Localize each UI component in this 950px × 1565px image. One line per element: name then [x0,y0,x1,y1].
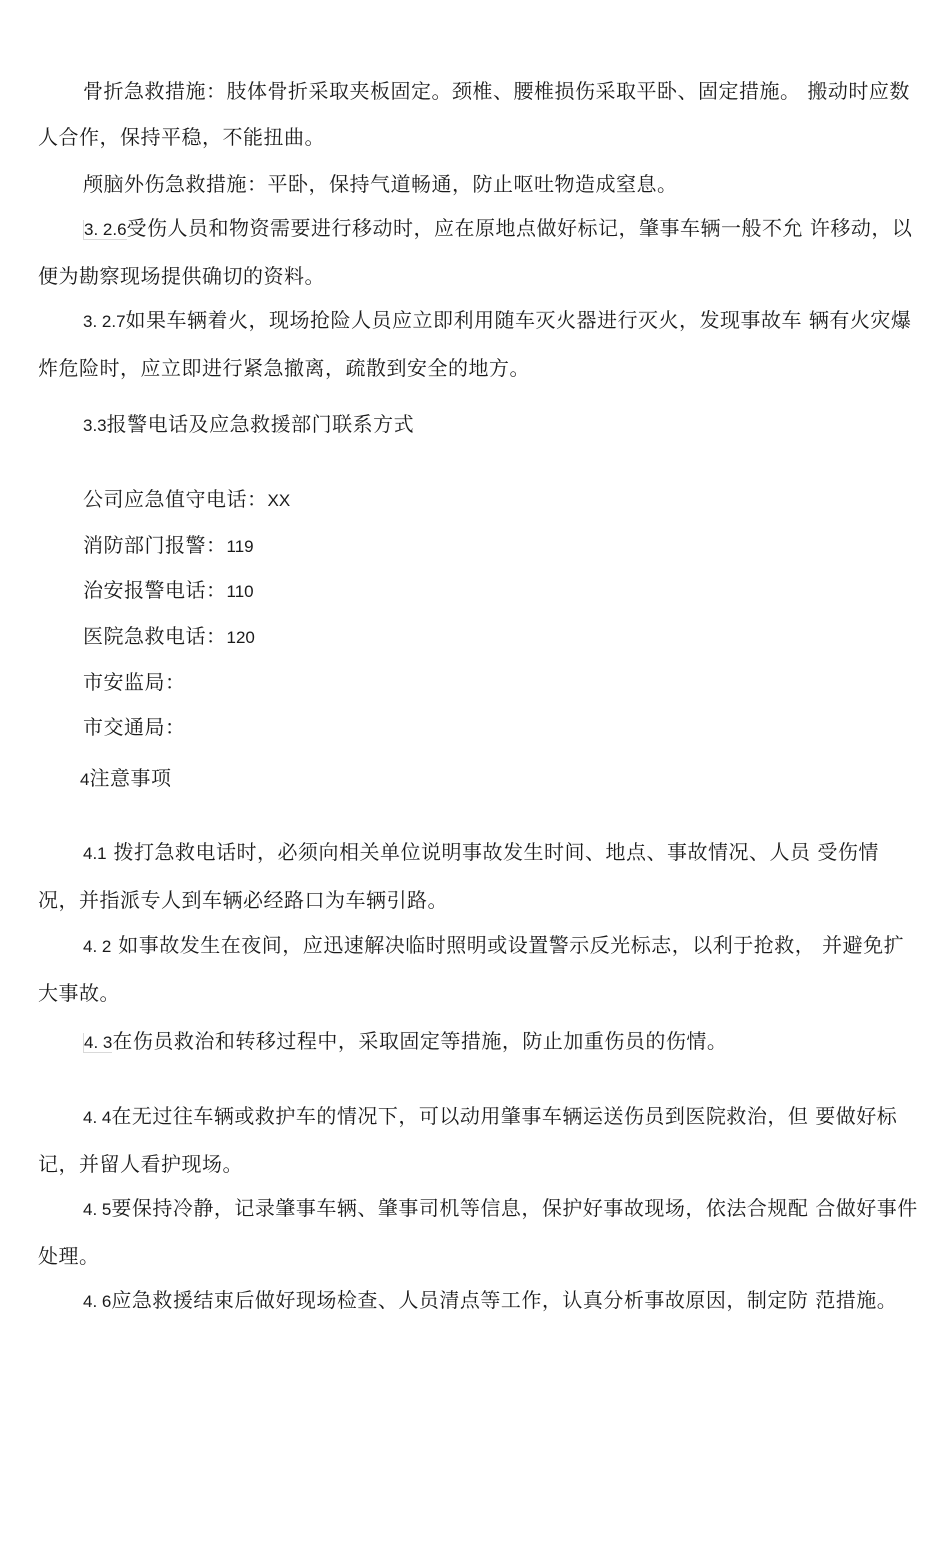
note-number: 4. 3 [84,1033,113,1052]
head-injury-text: 颅脑外伤急救措施：平卧，保持气道畅通，防止呕吐物造成窒息。 [83,172,678,196]
section-3-2-7-paragraph [38,297,918,391]
contact-item-safety-bureau [83,668,186,698]
note-4-2-paragraph [38,922,918,1016]
note-text: 拨打急救电话时，必须向相关单位说明事故发生时间、地点、事故情况、人员 受伤情况，并指派专人到车辆必经路口为车辆引路。 [38,840,879,912]
note-number: 4. 5 [83,1200,112,1219]
contact-label: 市安监局： [83,670,186,694]
contact-label: 医院急救电话： [83,624,227,648]
note-text: 在无过往车辆或救护车的情况下，可以动用肇事车辆运送伤员到医院救治，但 要做好标记，并留人看护现场。 [38,1104,898,1176]
contact-label: 市交通局： [83,715,186,739]
contact-number: XX [267,491,291,510]
note-text: 要保持冷静，记录肇事车辆、肇事司机等信息，保护好事故现场，依法合规配 合做好事件处理。 [38,1196,918,1268]
note-text: 在伤员救治和转移过程中，采取固定等措施，防止加重伤员的伤情。 [112,1029,728,1053]
fracture-first-aid-paragraph [38,68,918,160]
contact-number: 120 [226,628,255,647]
contact-label: 公司应急值守电话： [83,487,268,511]
head-injury-first-aid-paragraph [83,170,678,198]
section-3-3-title: 报警电话及应急救援部门联系方式 [106,412,415,436]
note-4-5-paragraph [38,1185,918,1279]
note-number: 4. 4 [83,1108,112,1127]
contact-number: 119 [226,537,254,556]
contact-item-fire [83,531,254,561]
fracture-text: 骨折急救措施：肢体骨折采取夹板固定。颈椎、腰椎损伤采取平卧、固定措施。 搬动时应数人合作，保持平稳，不能扭曲。 [38,79,910,149]
section-3-3-heading [83,410,414,440]
contact-item-police [83,576,254,606]
section-3-2-7-number: 3. 2.7 [83,312,126,331]
contact-item-company [83,485,290,515]
note-4-6-paragraph [38,1277,918,1325]
note-4-4-paragraph [38,1093,918,1187]
note-number: 4. 2 [83,937,112,956]
note-number: 4.1 [83,844,107,863]
section-3-2-7-text: 如果车辆着火，现场抢险人员应立即利用随车灭火器进行灭火，发现事故车 辆有火灾爆炸危险时，应立即进行紧急撤离，疏散到安全的地方。 [38,308,912,380]
section-3-2-6-number: 3. 2.6 [84,220,127,239]
section-3-2-6-text: 受伤人员和物资需要进行移动时，应在原地点做好标记，肇事车辆一般不允 许移动，以便为勘察现场提供确切的资料。 [38,216,913,288]
contact-label: 消防部门报警： [83,533,227,557]
note-4-1-paragraph [38,829,918,923]
note-number: 4. 6 [83,1292,112,1311]
contact-label: 治安报警电话： [83,578,227,602]
contact-number: 110 [226,582,254,601]
section-3-2-6-paragraph [38,205,918,299]
section-4-number: 4 [80,770,90,789]
note-4-3-paragraph [38,1018,918,1066]
section-4-title: 注意事项 [89,766,172,790]
note-text: 应急救援结束后做好现场检查、人员清点等工作，认真分析事故原因，制定防 范措施。 [111,1288,898,1312]
contact-item-transport-bureau [83,713,186,743]
section-4-heading [80,764,171,794]
note-text: 如事故发生在夜间，应迅速解决临时照明或设置警示反光标志，以利于抢救， 并避免扩大事故。 [38,933,905,1005]
contact-item-hospital [83,622,255,652]
section-3-3-number: 3.3 [83,416,107,435]
